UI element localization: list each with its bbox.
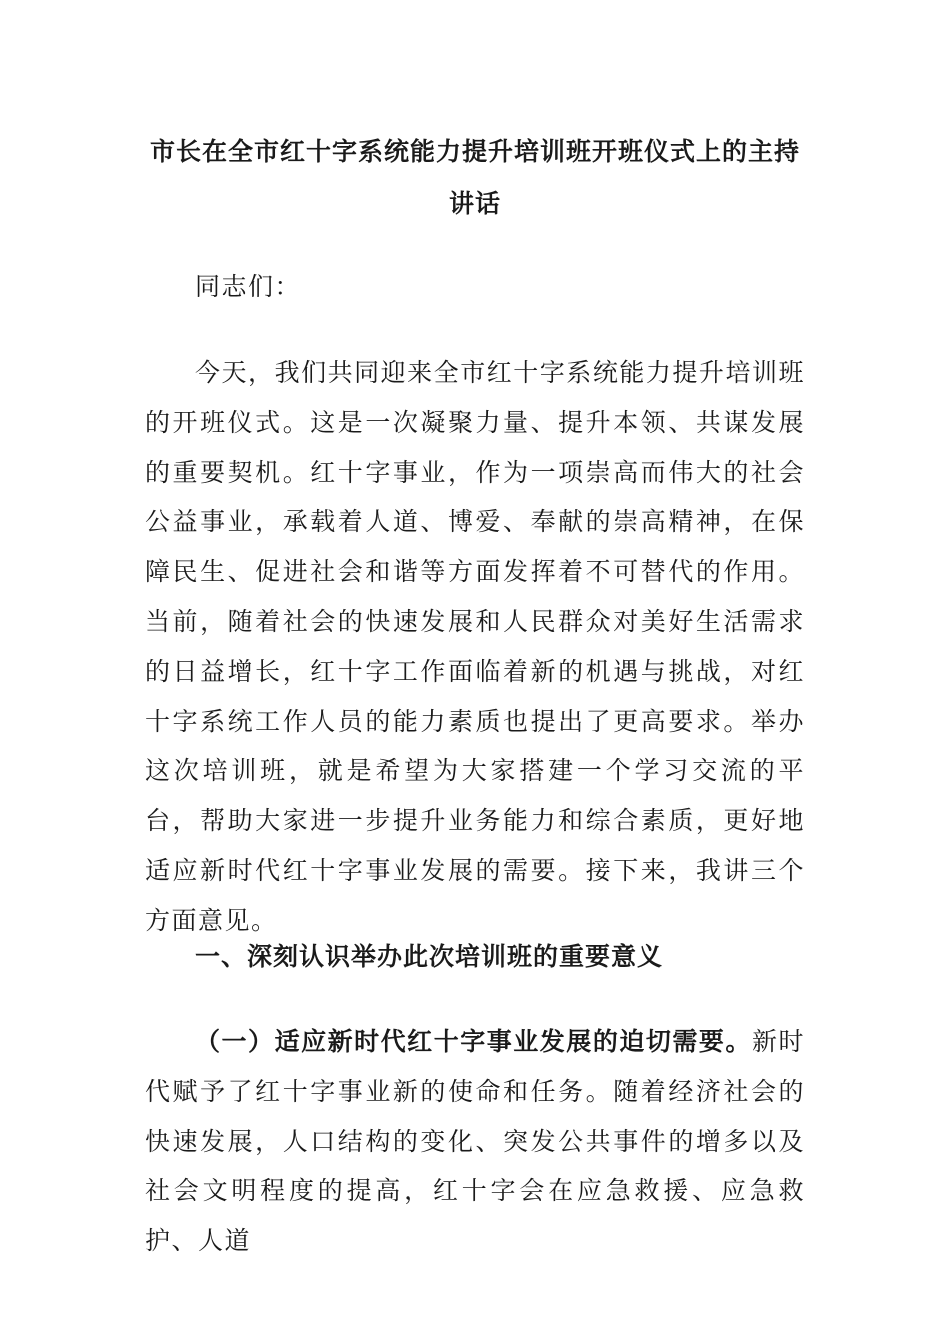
subsection-heading-1: （一）适应新时代红十字事业发展的迫切需要。 <box>195 1027 752 1056</box>
paragraph-subsection-1 <box>145 1017 805 1266</box>
section-heading-1: 一、深刻认识举办此次培训班的重要意义 <box>195 942 664 971</box>
document-title: 市长在全市红十字系统能力提升培训班开班仪式上的主持讲话 <box>149 137 800 218</box>
paragraph-intro: 今天，我们共同迎来全市红十字系统能力提升培训班的开班仪式。这是一次凝聚力量、提升本领、共谋发展的重要契机。红十字事业，作为一项崇高而伟大的社会公益事业，承载着人道、博爱、奉献的崇高精神，在保障民生、促进社会和谐等方面发挥着不可替代的作用。当前，随着社会的快速发展和人民群众对美好生活需求的日益增长，红十字工作面临着新的机遇与挑战，对红十字系统工作人员的能力素质也提出了更高要求。举办这次培训班，就是希望为大家搭建一个学习交流的平台，帮助大家进一步提升业务能力和综合素质，更好地适应新时代红十字事业发展的需要。接下来，我讲三个方面意见。 <box>145 358 805 935</box>
subsection-text-1: 新时代赋予了红十字事业新的使命和任务。随着经济社会的快速发展，人口结构的变化、突发公共事件的增多以及社会文明程度的提高，红十字会在应急救援、应急救护、人道 <box>145 1027 805 1256</box>
salutation: 同志们： <box>195 272 302 301</box>
